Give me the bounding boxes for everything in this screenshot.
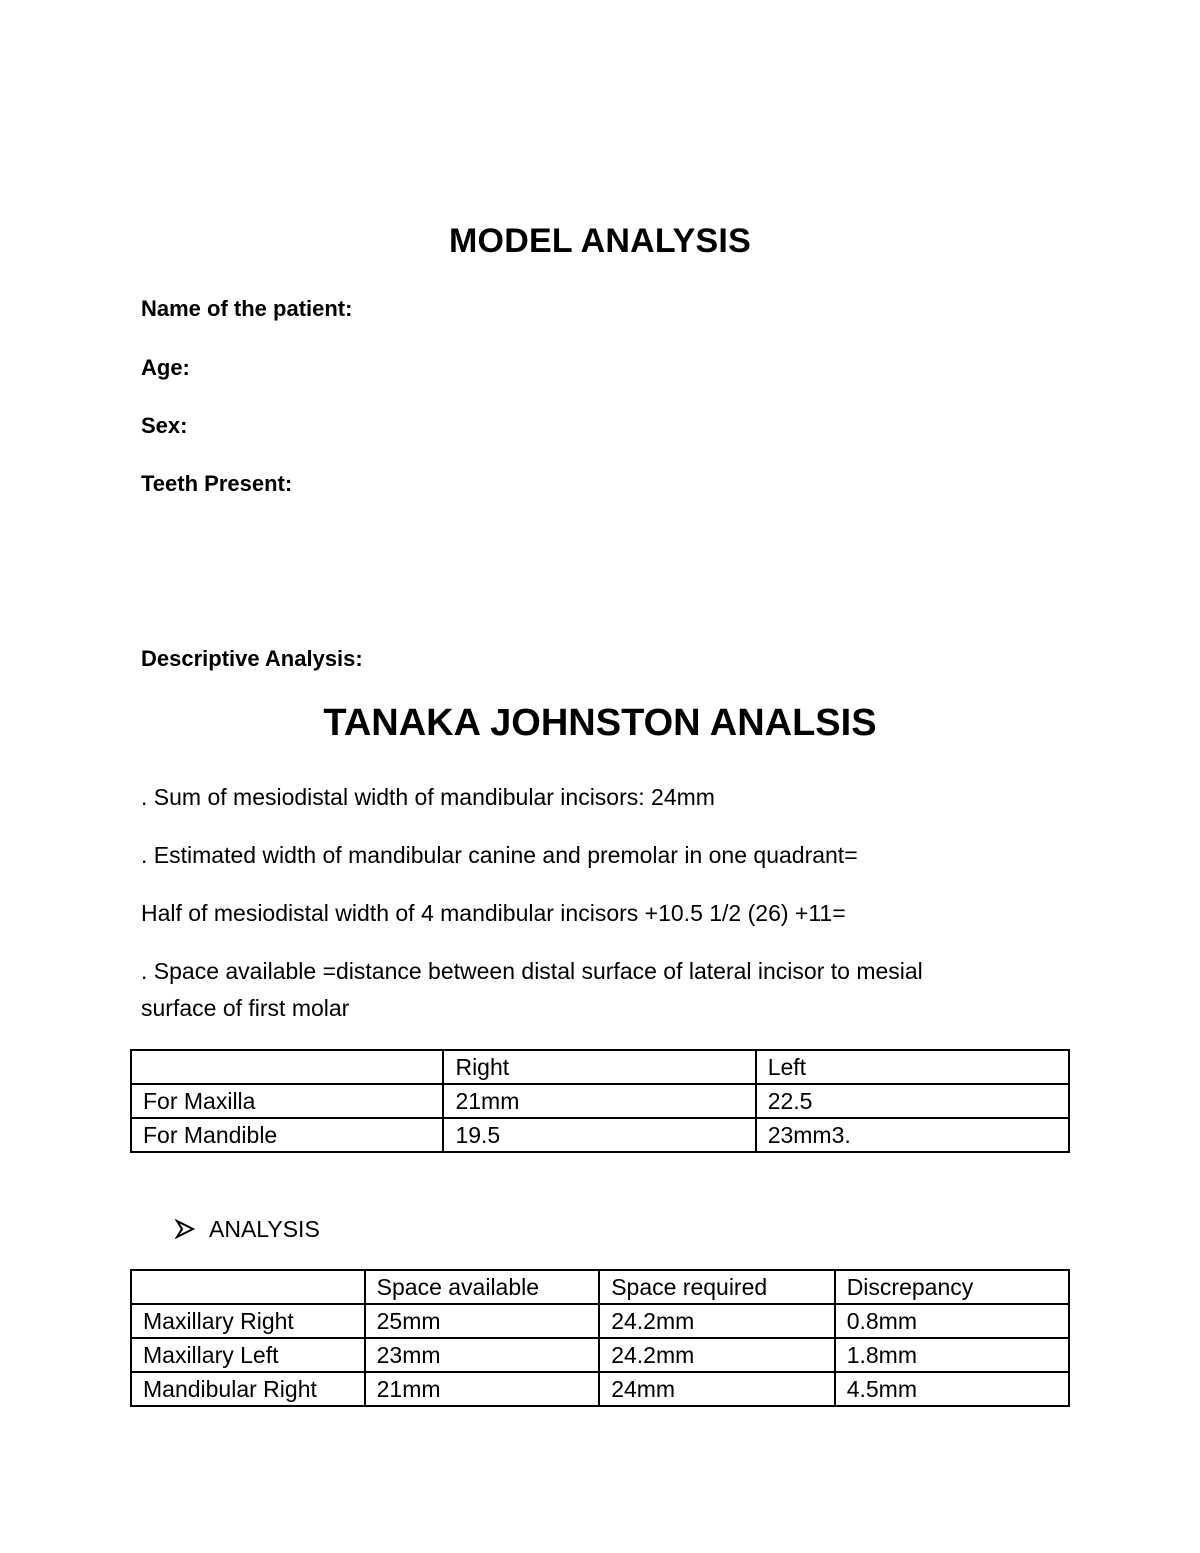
arrow-bullet-icon bbox=[175, 1218, 195, 1238]
line-space-2: surface of first molar bbox=[141, 995, 350, 1021]
table-cell: 23mm bbox=[365, 1338, 600, 1372]
line-sum: . Sum of mesiodistal width of mandibular incisors: 24mm bbox=[141, 784, 715, 810]
table-cell: 24mm bbox=[599, 1372, 835, 1406]
analysis-bullet bbox=[175, 1216, 320, 1243]
sex-label: Sex: bbox=[141, 413, 188, 438]
table-cell: For Maxilla bbox=[131, 1084, 443, 1118]
page-title: MODEL ANALYSIS bbox=[449, 222, 751, 260]
table-cell: 1.8mm bbox=[835, 1338, 1069, 1372]
table-cell: 22.5 bbox=[756, 1084, 1069, 1118]
table-cell: Right bbox=[443, 1050, 755, 1084]
table-cell: 24.2mm bbox=[599, 1304, 835, 1338]
table-cell: 4.5mm bbox=[835, 1372, 1069, 1406]
table-row bbox=[131, 1372, 1069, 1406]
table-cell: Space required bbox=[599, 1270, 835, 1304]
table-cell: Left bbox=[756, 1050, 1069, 1084]
age-label: Age: bbox=[141, 355, 190, 380]
patient-name-label: Name of the patient: bbox=[141, 296, 353, 321]
section-heading: TANAKA JOHNSTON ANALSIS bbox=[323, 702, 877, 744]
table-cell: Maxillary Left bbox=[131, 1338, 365, 1372]
table-cell bbox=[131, 1270, 365, 1304]
table-cell: 0.8mm bbox=[835, 1304, 1069, 1338]
table-cell: 21mm bbox=[443, 1084, 755, 1118]
descriptive-analysis-label: Descriptive Analysis: bbox=[141, 646, 363, 671]
table-cell: For Mandible bbox=[131, 1118, 443, 1152]
table-header-row bbox=[131, 1050, 1069, 1084]
table-cell: Space available bbox=[365, 1270, 600, 1304]
table-cell: 24.2mm bbox=[599, 1338, 835, 1372]
analysis-table bbox=[130, 1269, 1070, 1407]
line-estimated: . Estimated width of mandibular canine and premolar in one quadrant= bbox=[141, 842, 858, 868]
line-half: Half of mesiodistal width of 4 mandibular incisors +10.5 1/2 (26) +11= bbox=[141, 900, 846, 926]
bullet-text: ANALYSIS bbox=[209, 1216, 320, 1242]
table-cell: Discrepancy bbox=[835, 1270, 1069, 1304]
table-cell: 25mm bbox=[365, 1304, 600, 1338]
table-cell: Maxillary Right bbox=[131, 1304, 365, 1338]
line-space-1: . Space available =distance between distal surface of lateral incisor to mesial bbox=[141, 958, 923, 984]
table-row bbox=[131, 1118, 1069, 1152]
table-header-row bbox=[131, 1270, 1069, 1304]
table-cell: 19.5 bbox=[443, 1118, 755, 1152]
table-row bbox=[131, 1338, 1069, 1372]
table-cell bbox=[131, 1050, 443, 1084]
width-table bbox=[130, 1049, 1070, 1153]
teeth-present-label: Teeth Present: bbox=[141, 471, 293, 496]
table-cell: 23mm3. bbox=[756, 1118, 1069, 1152]
table-cell: 21mm bbox=[365, 1372, 600, 1406]
table-row bbox=[131, 1084, 1069, 1118]
table-cell: Mandibular Right bbox=[131, 1372, 365, 1406]
table-row bbox=[131, 1304, 1069, 1338]
